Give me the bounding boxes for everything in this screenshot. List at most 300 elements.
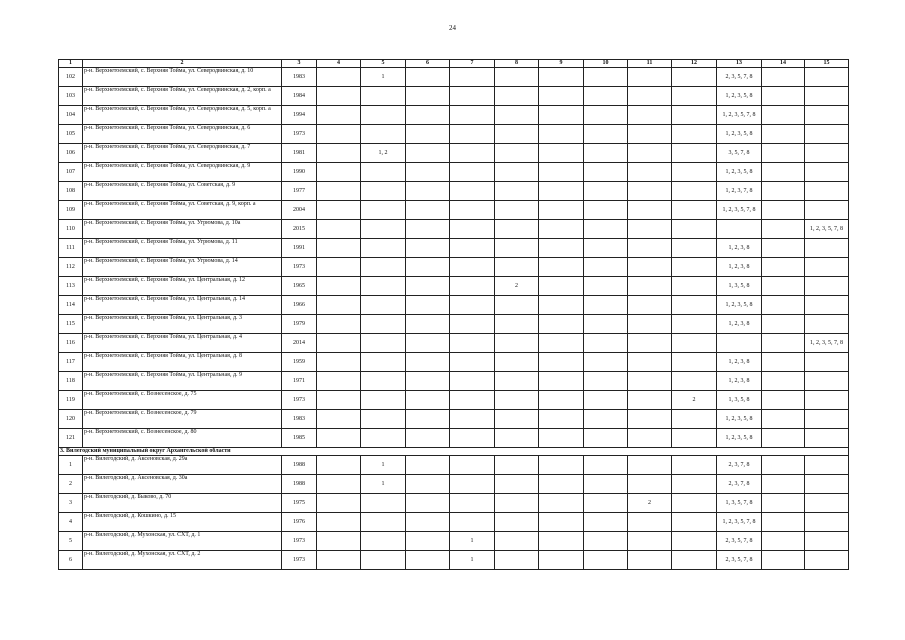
table-cell xyxy=(628,201,672,220)
address-cell: р-н. Вилегодский, д. Аксеновская, д. 29а xyxy=(83,456,282,475)
table-cell xyxy=(450,429,495,448)
table-cell: 1, 3, 5, 8 xyxy=(717,277,762,296)
table-cell xyxy=(539,201,584,220)
table-cell xyxy=(317,144,361,163)
table-cell xyxy=(406,551,450,570)
address-cell: р-н. Верхнетоемский, с. Верхняя Тойма, ул. Северодвинская, д. 7 xyxy=(83,144,282,163)
row-number-cell: 1 xyxy=(59,456,83,475)
table-cell xyxy=(450,315,495,334)
table-row xyxy=(59,277,849,296)
table-cell xyxy=(805,182,849,201)
table-cell xyxy=(805,87,849,106)
table-cell: 1, 2, 3, 5, 8 xyxy=(717,163,762,182)
address-cell: р-н. Верхнетоемский, с. Верхняя Тойма, ул. Центральная, д. 14 xyxy=(83,296,282,315)
table-cell xyxy=(495,296,539,315)
table-cell xyxy=(317,201,361,220)
table-cell xyxy=(672,220,717,239)
table-cell xyxy=(539,429,584,448)
table-cell xyxy=(584,372,628,391)
page-number: 24 xyxy=(449,24,456,32)
table-row xyxy=(59,410,849,429)
table-cell xyxy=(805,494,849,513)
table-cell xyxy=(361,532,406,551)
table-cell xyxy=(450,258,495,277)
table-cell xyxy=(450,456,495,475)
table-cell xyxy=(406,410,450,429)
table-cell xyxy=(539,353,584,372)
table-cell: 1, 2, 3, 8 xyxy=(717,315,762,334)
table-cell: 2, 3, 7, 8 xyxy=(717,475,762,494)
table-cell: 1, 3, 5, 8 xyxy=(717,391,762,410)
address-cell: р-н. Верхнетоемский, с. Вознесенское, д. 79 xyxy=(83,410,282,429)
table-cell xyxy=(762,551,805,570)
table-cell xyxy=(317,315,361,334)
table-cell xyxy=(584,353,628,372)
table-cell xyxy=(539,494,584,513)
column-number-header: 13 xyxy=(717,60,762,68)
table-cell xyxy=(450,494,495,513)
table-cell xyxy=(495,532,539,551)
table-cell xyxy=(539,239,584,258)
table-cell xyxy=(628,334,672,353)
row-number-cell: 102 xyxy=(59,68,83,87)
section-heading: 3. Вилегодский муниципальный округ Архангельской области xyxy=(59,448,849,456)
table-cell xyxy=(361,513,406,532)
table-cell xyxy=(450,106,495,125)
row-number-cell: 108 xyxy=(59,182,83,201)
address-cell: р-н. Верхнетоемский, с. Верхняя Тойма, ул. Центральная, д. 8 xyxy=(83,353,282,372)
table-cell xyxy=(361,201,406,220)
table-cell xyxy=(805,353,849,372)
row-number-cell: 107 xyxy=(59,163,83,182)
table-cell xyxy=(584,258,628,277)
address-cell: р-н. Верхнетоемский, с. Вознесенское, д. 75 xyxy=(83,391,282,410)
table-cell xyxy=(539,68,584,87)
table-cell xyxy=(762,163,805,182)
address-cell: р-н. Верхнетоемский, с. Верхняя Тойма, ул. Центральная, д. 3 xyxy=(83,315,282,334)
row-number-cell: 110 xyxy=(59,220,83,239)
table-cell xyxy=(628,258,672,277)
table-cell xyxy=(406,513,450,532)
table-cell xyxy=(317,513,361,532)
table-cell xyxy=(450,334,495,353)
table-cell xyxy=(495,315,539,334)
table-cell xyxy=(495,220,539,239)
table-cell xyxy=(584,277,628,296)
table-row xyxy=(59,429,849,448)
table-cell xyxy=(717,334,762,353)
column-number-header: 4 xyxy=(317,60,361,68)
table-cell xyxy=(584,125,628,144)
year-cell: 1973 xyxy=(282,125,317,144)
buildings-table xyxy=(58,59,849,570)
table-cell xyxy=(406,220,450,239)
row-number-cell: 5 xyxy=(59,532,83,551)
table-cell xyxy=(672,125,717,144)
table-cell xyxy=(672,258,717,277)
table-cell xyxy=(805,551,849,570)
table-cell xyxy=(317,494,361,513)
table-row xyxy=(59,475,849,494)
table-row xyxy=(59,201,849,220)
table-cell xyxy=(495,182,539,201)
table-cell xyxy=(406,201,450,220)
table-cell: 1 xyxy=(450,551,495,570)
year-cell: 2015 xyxy=(282,220,317,239)
table-row xyxy=(59,163,849,182)
table-cell xyxy=(406,68,450,87)
table-cell xyxy=(762,353,805,372)
table-cell xyxy=(672,144,717,163)
year-cell: 1981 xyxy=(282,144,317,163)
row-number-cell: 3 xyxy=(59,494,83,513)
table-cell xyxy=(406,277,450,296)
table-cell xyxy=(406,125,450,144)
table-cell xyxy=(317,551,361,570)
table-cell xyxy=(672,334,717,353)
year-cell: 1976 xyxy=(282,513,317,532)
table-cell: 1, 2, 3, 8 xyxy=(717,239,762,258)
table-cell xyxy=(584,475,628,494)
address-cell: р-н. Вилегодский, д. Аксеновская, д. 30а xyxy=(83,475,282,494)
table-cell: 1, 2, 3, 5, 8 xyxy=(717,429,762,448)
table-cell xyxy=(805,410,849,429)
column-number-header: 12 xyxy=(672,60,717,68)
table-cell xyxy=(628,410,672,429)
table-cell xyxy=(406,87,450,106)
table-cell xyxy=(361,353,406,372)
address-cell: р-н. Верхнетоемский, с. Верхняя Тойма, ул. Северодвинская, д. 5, корп. а xyxy=(83,106,282,125)
table-cell xyxy=(628,551,672,570)
table-row xyxy=(59,125,849,144)
table-cell xyxy=(805,239,849,258)
table-cell: 1, 2, 3, 5, 8 xyxy=(717,296,762,315)
table-cell: 1 xyxy=(361,456,406,475)
address-cell: р-н. Верхнетоемский, с. Верхняя Тойма, ул. Угрюмова, д. 11 xyxy=(83,239,282,258)
table-cell xyxy=(406,334,450,353)
table-cell xyxy=(584,513,628,532)
table-row xyxy=(59,239,849,258)
address-cell: р-н. Верхнетоемский, с. Вознесенское, д. 80 xyxy=(83,429,282,448)
year-cell: 1966 xyxy=(282,296,317,315)
address-cell: р-н. Вилегодский, д. Мухонская, ул. СХТ, д. 2 xyxy=(83,551,282,570)
row-number-cell: 105 xyxy=(59,125,83,144)
table-cell: 1, 2, 3, 5, 7, 8 xyxy=(717,106,762,125)
table-cell xyxy=(762,315,805,334)
table-cell xyxy=(762,201,805,220)
table-cell xyxy=(762,296,805,315)
year-cell: 1985 xyxy=(282,429,317,448)
table-cell xyxy=(539,410,584,429)
table-row xyxy=(59,551,849,570)
table-cell xyxy=(584,182,628,201)
table-cell xyxy=(628,315,672,334)
table-cell: 1, 2, 3, 8 xyxy=(717,353,762,372)
table-cell xyxy=(361,410,406,429)
table-cell xyxy=(361,494,406,513)
table-cell xyxy=(628,429,672,448)
table-cell: 1 xyxy=(361,68,406,87)
table-row xyxy=(59,494,849,513)
column-number-header: 6 xyxy=(406,60,450,68)
year-cell: 1977 xyxy=(282,182,317,201)
table-cell xyxy=(495,201,539,220)
table-cell xyxy=(406,532,450,551)
table-cell xyxy=(672,494,717,513)
year-cell: 1983 xyxy=(282,410,317,429)
table-cell: 2, 3, 5, 7, 8 xyxy=(717,532,762,551)
row-number-cell: 120 xyxy=(59,410,83,429)
table-cell xyxy=(628,144,672,163)
table-cell xyxy=(672,296,717,315)
table-cell xyxy=(762,258,805,277)
table-cell: 1, 2, 3, 8 xyxy=(717,258,762,277)
table-cell: 2, 3, 7, 8 xyxy=(717,456,762,475)
table-cell xyxy=(805,429,849,448)
table-cell xyxy=(672,163,717,182)
table-cell xyxy=(495,456,539,475)
table-cell xyxy=(495,353,539,372)
table-cell xyxy=(539,551,584,570)
table-cell xyxy=(805,201,849,220)
table-cell xyxy=(495,144,539,163)
table-cell xyxy=(495,125,539,144)
table-cell xyxy=(539,144,584,163)
table-cell xyxy=(805,513,849,532)
table-cell xyxy=(628,513,672,532)
table-cell xyxy=(317,334,361,353)
table-cell xyxy=(628,296,672,315)
table-cell xyxy=(317,68,361,87)
table-cell xyxy=(539,334,584,353)
table-cell xyxy=(361,315,406,334)
table-cell xyxy=(495,334,539,353)
table-cell xyxy=(361,125,406,144)
table-cell xyxy=(406,372,450,391)
table-cell xyxy=(805,125,849,144)
row-number-cell: 4 xyxy=(59,513,83,532)
table-cell xyxy=(539,106,584,125)
table-cell xyxy=(317,239,361,258)
table-cell xyxy=(805,372,849,391)
table-cell xyxy=(450,391,495,410)
table-cell xyxy=(317,220,361,239)
table-cell xyxy=(672,315,717,334)
year-cell: 1990 xyxy=(282,163,317,182)
table-cell xyxy=(539,475,584,494)
table-cell xyxy=(672,68,717,87)
table-cell xyxy=(584,391,628,410)
year-cell: 1984 xyxy=(282,87,317,106)
table-cell xyxy=(762,220,805,239)
table-cell xyxy=(406,456,450,475)
table-cell: 1, 2, 3, 5, 8 xyxy=(717,87,762,106)
year-cell: 1973 xyxy=(282,532,317,551)
table-cell xyxy=(628,532,672,551)
table-cell xyxy=(539,315,584,334)
year-cell: 1994 xyxy=(282,106,317,125)
table-row xyxy=(59,106,849,125)
column-number-header: 9 xyxy=(539,60,584,68)
table-cell xyxy=(672,551,717,570)
table-cell xyxy=(762,494,805,513)
table-cell xyxy=(361,182,406,201)
row-number-cell: 104 xyxy=(59,106,83,125)
table-cell xyxy=(762,239,805,258)
table-cell xyxy=(672,106,717,125)
table-cell xyxy=(450,239,495,258)
row-number-cell: 118 xyxy=(59,372,83,391)
table-cell xyxy=(539,296,584,315)
table-cell: 1, 2, 3, 8 xyxy=(717,372,762,391)
table-cell: 1, 2, 3, 5, 8 xyxy=(717,125,762,144)
table-cell xyxy=(406,475,450,494)
table-row xyxy=(59,258,849,277)
table-cell: 1, 2, 3, 5, 8 xyxy=(717,410,762,429)
table-cell xyxy=(450,475,495,494)
table-cell xyxy=(361,277,406,296)
table-cell: 2 xyxy=(628,494,672,513)
table-cell xyxy=(584,144,628,163)
address-cell: р-н. Верхнетоемский, с. Верхняя Тойма, ул. Центральная, д. 12 xyxy=(83,277,282,296)
table-cell xyxy=(495,106,539,125)
table-cell xyxy=(317,106,361,125)
table-cell xyxy=(495,68,539,87)
table-cell xyxy=(539,125,584,144)
year-cell: 1965 xyxy=(282,277,317,296)
table-cell xyxy=(762,334,805,353)
table-cell: 1, 2, 3, 7, 8 xyxy=(717,182,762,201)
table-cell xyxy=(672,239,717,258)
year-cell: 1975 xyxy=(282,494,317,513)
table-cell xyxy=(805,532,849,551)
table-cell xyxy=(406,494,450,513)
table-cell xyxy=(672,353,717,372)
table-cell xyxy=(539,456,584,475)
column-number-header: 11 xyxy=(628,60,672,68)
column-number-header: 14 xyxy=(762,60,805,68)
table-cell xyxy=(450,87,495,106)
table-cell xyxy=(539,277,584,296)
address-cell: р-н. Верхнетоемский, с. Верхняя Тойма, ул. Советская, д. 9, корп. а xyxy=(83,201,282,220)
table-cell xyxy=(495,410,539,429)
table-cell xyxy=(539,513,584,532)
table-cell: 2 xyxy=(672,391,717,410)
address-cell: р-н. Верхнетоемский, с. Верхняя Тойма, ул. Северодвинская, д. 9 xyxy=(83,163,282,182)
table-cell xyxy=(672,372,717,391)
table-row xyxy=(59,68,849,87)
table-cell xyxy=(762,429,805,448)
address-cell: р-н. Верхнетоемский, с. Верхняя Тойма, ул. Угрюмова, д. 14 xyxy=(83,258,282,277)
table-cell: 2, 3, 5, 7, 8 xyxy=(717,551,762,570)
row-number-cell: 119 xyxy=(59,391,83,410)
table-cell xyxy=(539,258,584,277)
table-cell xyxy=(406,258,450,277)
table-cell xyxy=(361,239,406,258)
table-cell xyxy=(762,125,805,144)
address-cell: р-н. Верхнетоемский, с. Верхняя Тойма, ул. Центральная, д. 4 xyxy=(83,334,282,353)
table-cell xyxy=(495,87,539,106)
year-cell: 2014 xyxy=(282,334,317,353)
table-cell xyxy=(317,391,361,410)
table-cell xyxy=(628,353,672,372)
year-cell: 1973 xyxy=(282,551,317,570)
table-cell xyxy=(672,456,717,475)
table-cell xyxy=(495,258,539,277)
table-cell xyxy=(406,315,450,334)
table-cell xyxy=(584,551,628,570)
table-cell xyxy=(495,429,539,448)
table-cell xyxy=(317,410,361,429)
table-row xyxy=(59,334,849,353)
table-cell xyxy=(762,456,805,475)
address-cell: р-н. Верхнетоемский, с. Верхняя Тойма, ул. Центральная, д. 9 xyxy=(83,372,282,391)
column-number-header: 15 xyxy=(805,60,849,68)
table-cell xyxy=(406,144,450,163)
year-cell: 1979 xyxy=(282,315,317,334)
table-cell xyxy=(762,182,805,201)
row-number-cell: 113 xyxy=(59,277,83,296)
table-cell xyxy=(628,372,672,391)
table-cell xyxy=(805,475,849,494)
table-cell xyxy=(584,494,628,513)
table-cell xyxy=(762,106,805,125)
table-cell xyxy=(450,201,495,220)
year-cell: 2004 xyxy=(282,201,317,220)
table-cell xyxy=(539,391,584,410)
table-cell xyxy=(584,239,628,258)
table-cell xyxy=(584,315,628,334)
year-cell: 1991 xyxy=(282,239,317,258)
table-cell xyxy=(628,182,672,201)
table-cell xyxy=(672,410,717,429)
section-heading-row xyxy=(59,448,849,456)
row-number-cell: 112 xyxy=(59,258,83,277)
address-cell: р-н. Вилегодский, д. Кошкино, д. 15 xyxy=(83,513,282,532)
table-cell xyxy=(317,372,361,391)
column-number-header: 10 xyxy=(584,60,628,68)
table-cell xyxy=(628,239,672,258)
row-number-cell: 116 xyxy=(59,334,83,353)
table-cell xyxy=(450,296,495,315)
column-number-header: 8 xyxy=(495,60,539,68)
table-cell: 1 xyxy=(450,532,495,551)
row-number-cell: 103 xyxy=(59,87,83,106)
row-number-cell: 6 xyxy=(59,551,83,570)
table-cell xyxy=(584,429,628,448)
table-cell xyxy=(805,277,849,296)
table-cell: 1, 2 xyxy=(361,144,406,163)
table-cell xyxy=(672,532,717,551)
table-cell xyxy=(628,163,672,182)
table-cell: 1, 2, 3, 5, 7, 8 xyxy=(717,513,762,532)
table-cell xyxy=(450,410,495,429)
year-cell: 1988 xyxy=(282,456,317,475)
table-cell xyxy=(539,532,584,551)
table-cell xyxy=(317,475,361,494)
table-cell xyxy=(317,429,361,448)
table-cell xyxy=(762,532,805,551)
table-cell xyxy=(450,68,495,87)
table-cell xyxy=(584,296,628,315)
table-cell xyxy=(672,429,717,448)
table-row xyxy=(59,513,849,532)
table-cell xyxy=(805,315,849,334)
table-cell xyxy=(406,429,450,448)
table-cell xyxy=(762,277,805,296)
table-cell xyxy=(539,372,584,391)
table-body xyxy=(59,60,849,570)
